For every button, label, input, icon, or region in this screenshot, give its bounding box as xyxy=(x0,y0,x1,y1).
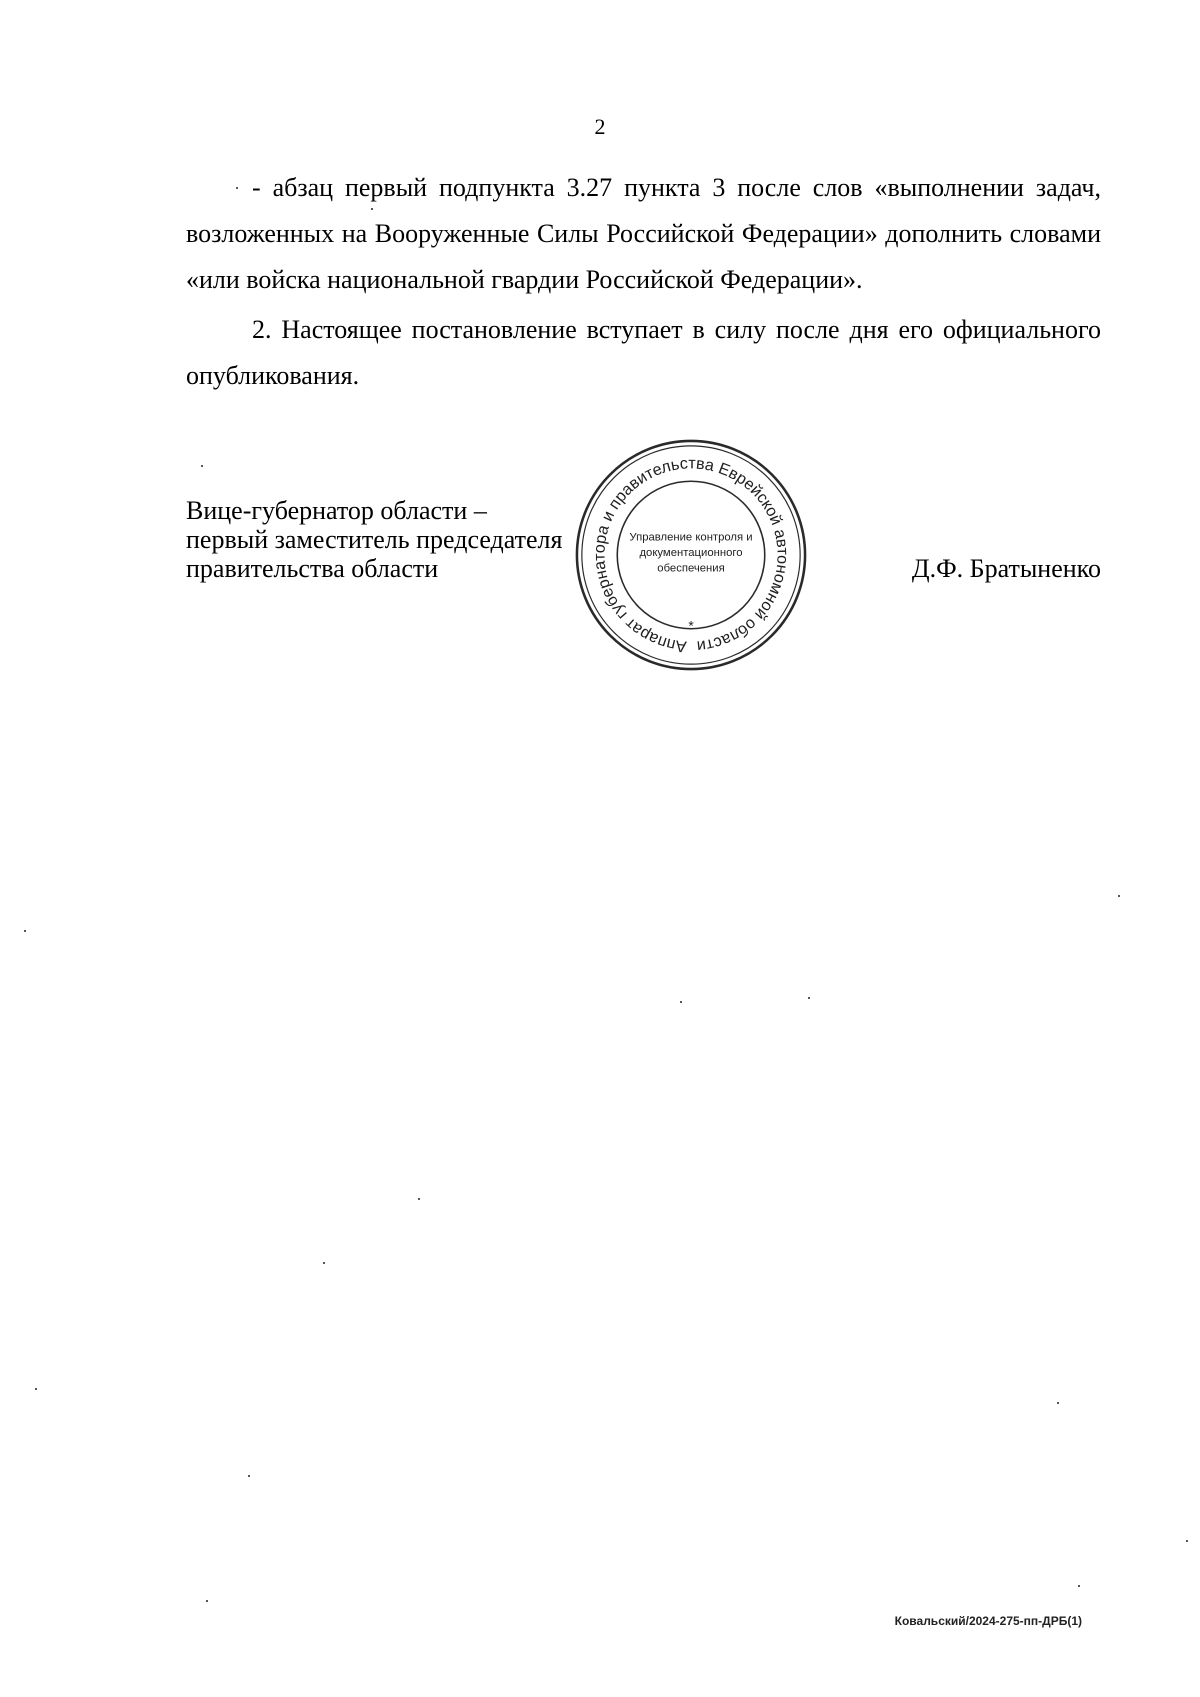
seal-inner-line: документационного xyxy=(639,546,743,559)
amendment-paragraph: - абзац первый подпункта 3.27 пункта 3 после слов «выполнении задач, возложенных на Вооруженные Силы Российской Федерации» дополнить словами «или войска национальной гвардии Российской Федерации». xyxy=(186,173,1101,294)
official-seal xyxy=(573,437,809,673)
scan-speck xyxy=(1186,1540,1188,1542)
scan-speck xyxy=(236,187,238,189)
scan-speck xyxy=(248,1475,250,1477)
scan-speck xyxy=(35,1388,37,1390)
scan-speck xyxy=(24,930,26,932)
scan-speck xyxy=(1078,1585,1080,1587)
effective-date-paragraph: 2. Настоящее постановление вступает в силу после дня его официального опубликования. xyxy=(186,315,1101,390)
scan-speck xyxy=(680,1001,682,1003)
seal-outer-text: Аппарат губернатора и правительства Еврейской автономной области xyxy=(590,454,792,656)
signatory-title xyxy=(186,496,562,583)
scan-speck xyxy=(323,1262,325,1264)
scan-speck xyxy=(1057,1402,1059,1404)
page-number: 2 xyxy=(594,114,606,139)
signatory-title-line: Вице-губернатор области – xyxy=(186,496,487,525)
signatory-name: Д.Ф. Братыненко xyxy=(911,554,1101,583)
seal-inner-line: Управление контроля и xyxy=(629,531,753,544)
signatory-title-line: правительства области xyxy=(186,554,439,583)
seal-inner-line: обеспечения xyxy=(657,562,725,575)
scan-speck xyxy=(201,465,203,467)
scan-speck xyxy=(418,1198,420,1200)
signatory-title-line: первый заместитель председателя xyxy=(186,525,563,554)
scan-speck xyxy=(371,208,373,210)
scan-speck xyxy=(808,997,810,999)
scan-speck xyxy=(1118,895,1120,897)
document-registration-footer: Ковальский/2024-275-пп-ДРБ(1) xyxy=(894,1614,1082,1628)
seal-star: * xyxy=(688,618,694,634)
scan-speck xyxy=(206,1600,208,1602)
